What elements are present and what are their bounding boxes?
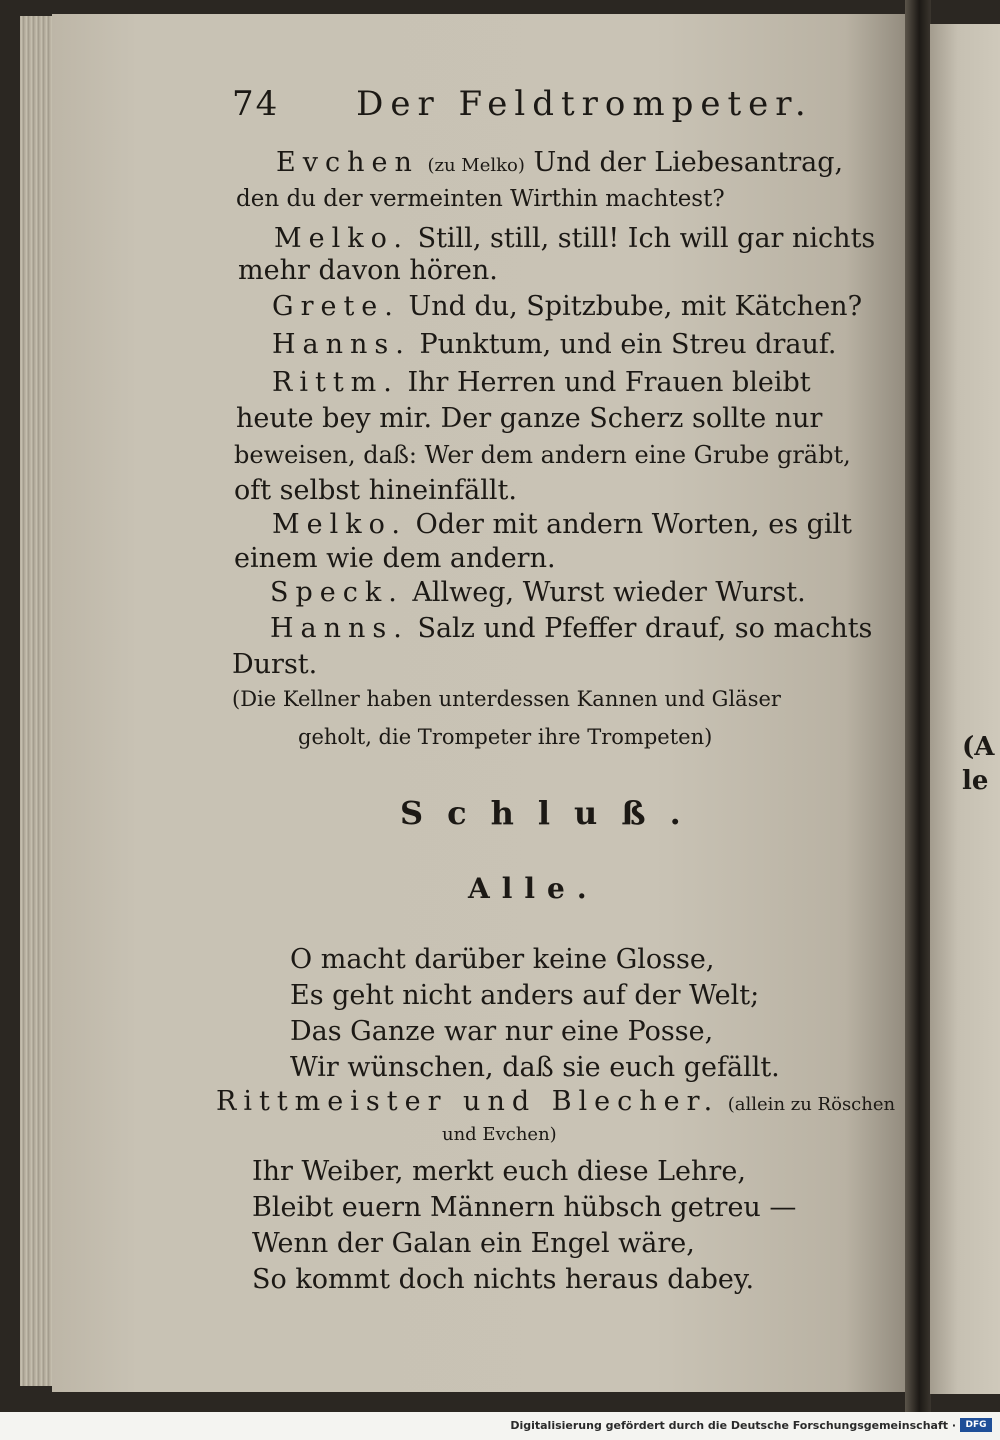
stage-direction: und Evchen) bbox=[442, 1124, 557, 1145]
dialogue-line: einem wie dem andern. bbox=[234, 543, 556, 574]
footer-bar bbox=[0, 1412, 1000, 1440]
line-text: Und der Liebesantrag, bbox=[524, 147, 844, 178]
line-text: Allweg, Wurst wieder Wurst. bbox=[403, 577, 806, 608]
dialogue-line bbox=[272, 366, 811, 400]
speaker-name: Hanns. bbox=[270, 613, 409, 644]
dialogue-line bbox=[272, 508, 852, 542]
stage-direction: (zu Melko) bbox=[427, 155, 525, 176]
dialogue-line: Durst. bbox=[232, 649, 318, 680]
speaker-name: Rittm. bbox=[272, 367, 399, 398]
dialogue-line bbox=[270, 612, 872, 646]
verse-line: Wir wünschen, daß sie euch gefällt. bbox=[290, 1052, 780, 1083]
dialogue-line bbox=[276, 146, 843, 183]
verse-line: Es geht nicht anders auf der Welt; bbox=[290, 980, 760, 1011]
speaker-name: Grete. bbox=[272, 291, 400, 322]
right-page-edge bbox=[930, 24, 1000, 1394]
section-title: Schluß. bbox=[400, 794, 705, 832]
page-number: 74 bbox=[232, 84, 280, 124]
fragment-line: (A bbox=[962, 732, 995, 762]
line-text: Punktum, und ein Streu drauf. bbox=[410, 329, 837, 360]
speaker-name: Speck. bbox=[270, 577, 404, 608]
chorus-label: Alle. bbox=[468, 872, 599, 905]
verse-line: O macht darüber keine Glosse, bbox=[290, 944, 715, 975]
right-page-fragment bbox=[962, 730, 994, 798]
dialogue-line: den du der vermeinten Wirthin machtest? bbox=[236, 186, 725, 212]
book-gutter bbox=[905, 0, 931, 1412]
stage-direction: (allein zu Röschen bbox=[727, 1094, 896, 1115]
line-text: Ihr Herren und Frauen bleibt bbox=[398, 367, 811, 398]
fragment-line: le bbox=[962, 766, 989, 796]
stage-direction: (Die Kellner haben unterdessen Kannen und Gläser bbox=[232, 687, 781, 711]
speaker-heading bbox=[216, 1086, 895, 1117]
line-text: Oder mit andern Worten, es gilt bbox=[406, 509, 853, 540]
dialogue-line bbox=[270, 576, 806, 610]
dialogue-line bbox=[272, 290, 862, 324]
dfg-logo: DFG bbox=[960, 1418, 992, 1432]
verse-line: So kommt doch nichts heraus dabey. bbox=[252, 1264, 755, 1295]
speaker-name: Hanns. bbox=[272, 329, 411, 360]
stage-direction: geholt, die Trompeter ihre Trompeten) bbox=[298, 725, 713, 749]
line-text: Salz und Pfeffer drauf, so machts bbox=[408, 613, 873, 644]
speaker-name: Melko. bbox=[272, 509, 407, 540]
dialogue-line bbox=[272, 328, 837, 362]
speaker-name: Evchen bbox=[276, 147, 419, 178]
line-text: Still, still, still! Ich will gar nichts bbox=[408, 223, 876, 254]
speaker-name: Rittmeister und Blecher. bbox=[216, 1086, 720, 1117]
running-title: Der Feldtrompeter. bbox=[356, 84, 813, 124]
verse-line: Wenn der Galan ein Engel wäre, bbox=[252, 1228, 695, 1259]
dialogue-line: heute bey mir. Der ganze Scherz sollte nur bbox=[236, 403, 823, 434]
speaker-name: Melko. bbox=[274, 223, 409, 254]
line-text: Und du, Spitzbube, mit Kätchen? bbox=[399, 291, 863, 322]
dialogue-line bbox=[274, 222, 875, 256]
page-header bbox=[232, 84, 813, 124]
funding-credit: Digitalisierung gefördert durch die Deutsche Forschungsgemeinschaft · bbox=[510, 1419, 956, 1432]
verse-line: Bleibt euern Männern hübsch getreu — bbox=[252, 1192, 797, 1223]
dialogue-line: mehr davon hören. bbox=[238, 255, 498, 286]
dialogue-line: beweisen, daß: Wer dem andern eine Grube gräbt, bbox=[234, 441, 851, 469]
verse-line: Das Ganze war nur eine Posse, bbox=[290, 1016, 714, 1047]
verse-line: Ihr Weiber, merkt euch diese Lehre, bbox=[252, 1156, 746, 1187]
dialogue-line: oft selbst hineinfällt. bbox=[234, 475, 517, 506]
